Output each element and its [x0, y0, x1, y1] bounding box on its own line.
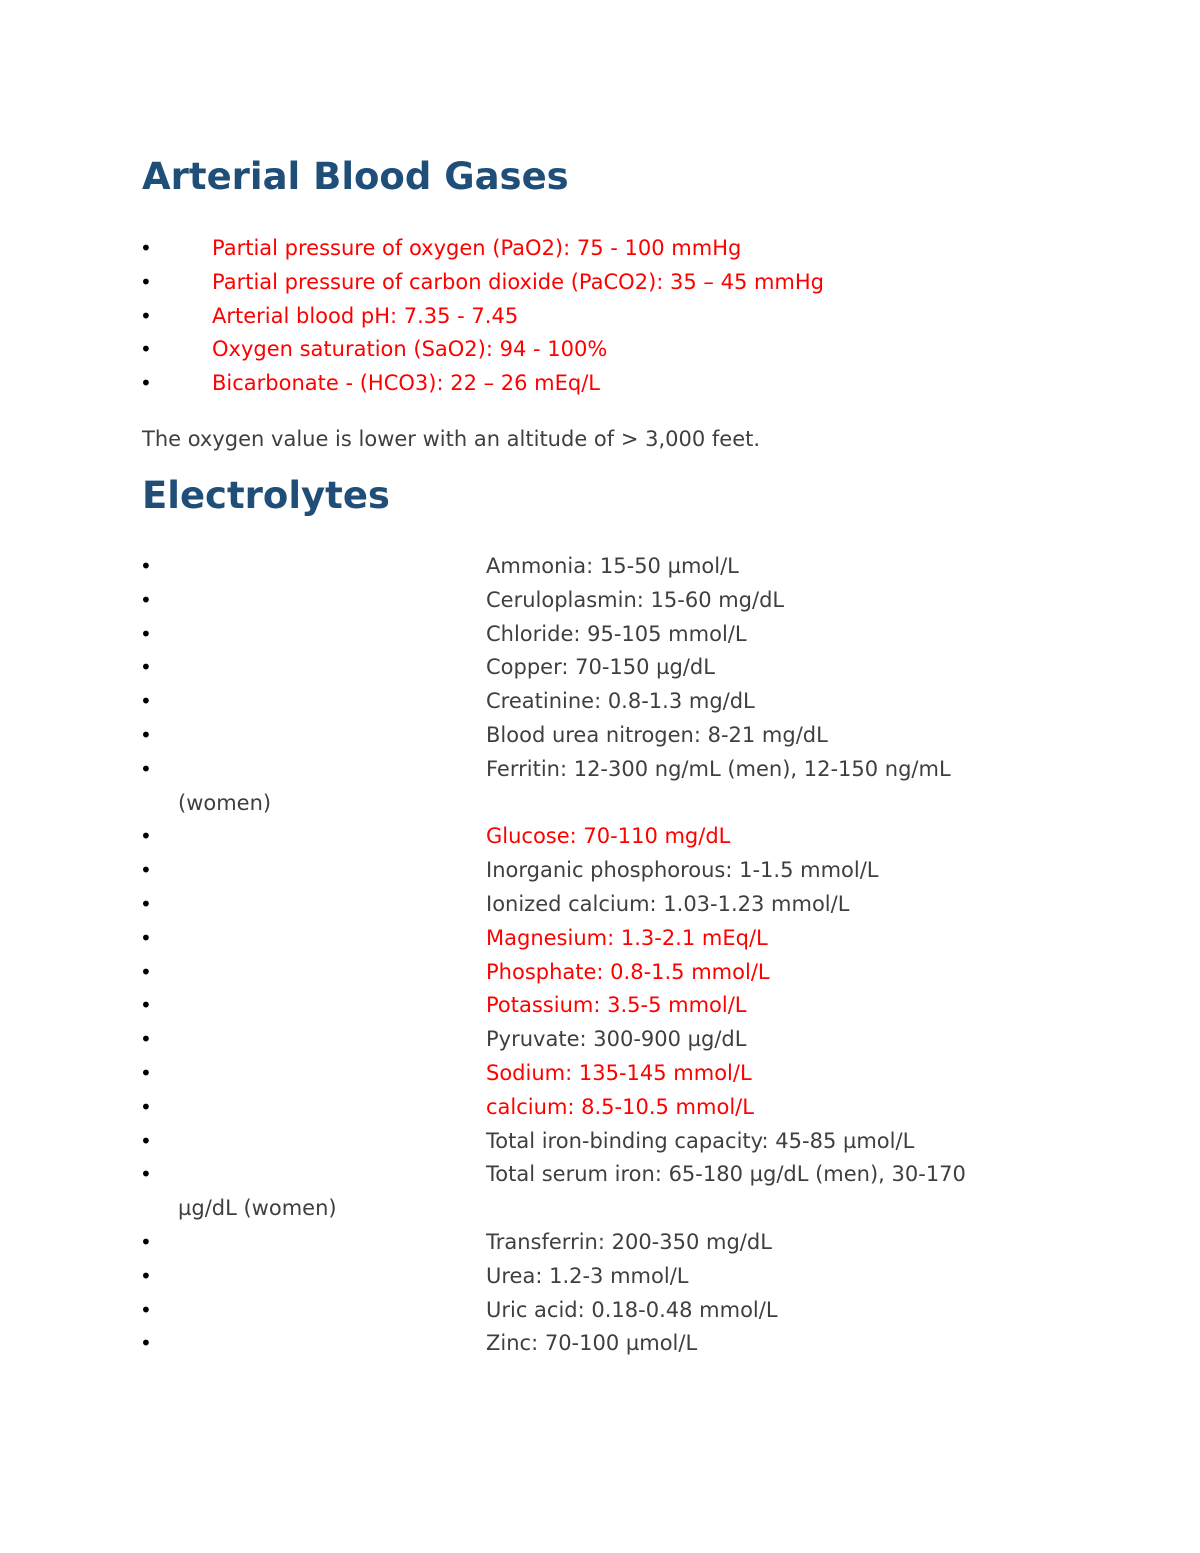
bullet-icon: •: [140, 756, 152, 781]
list-item-text: Magnesium: 1.3-2.1 mEq/L: [486, 925, 768, 950]
list-item-text: Bicarbonate - (HCO3): 22 – 26 mEq/L: [212, 371, 601, 396]
bullet-icon: •: [140, 1331, 152, 1356]
heading-electrolytes: Electrolytes: [142, 474, 390, 517]
list-item-text: Glucose: 70-110 mg/dL: [486, 824, 731, 849]
bullet-icon: •: [140, 554, 152, 578]
list-item-text: calcium: 8.5-10.5 mmol/L: [486, 1094, 754, 1119]
heading-arterial-blood-gases: Arterial Blood Gases: [142, 155, 569, 198]
bullet-icon: •: [140, 891, 152, 916]
list-item-text: Sodium: 135-145 mmol/L: [486, 1060, 752, 1085]
list-item-text: Urea: 1.2-3 mmol/L: [486, 1263, 689, 1288]
bullet-icon: •: [140, 824, 152, 849]
bullet-icon: •: [140, 689, 152, 714]
list-item-text: Zinc: 70-100 µmol/L: [486, 1331, 698, 1356]
bullet-icon: •: [140, 1263, 152, 1288]
list-item-text: Partial pressure of oxygen (PaO2): 75 - 100 mmHg: [212, 236, 742, 260]
bullet-icon: •: [140, 269, 152, 294]
list-item-text: Uric acid: 0.18-0.48 mmol/L: [486, 1297, 778, 1322]
bullet-icon: •: [140, 1128, 152, 1153]
bullet-icon: •: [140, 655, 152, 680]
list-item-text: Potassium: 3.5-5 mmol/L: [486, 993, 747, 1018]
bullet-icon: •: [140, 337, 152, 362]
bullet-icon: •: [140, 858, 152, 883]
bullet-icon: •: [140, 1027, 152, 1052]
bullet-icon: •: [140, 722, 152, 747]
bullet-icon: •: [140, 236, 152, 260]
list-item-text: Ceruloplasmin: 15-60 mg/dL: [486, 587, 785, 612]
altitude-note: The oxygen value is lower with an altitude of > 3,000 feet.: [142, 427, 761, 451]
list-item-text: Ferritin: 12-300 ng/mL (men), 12-150 ng/mL: [486, 756, 951, 781]
bullet-icon: •: [140, 993, 152, 1018]
list-item-text: Oxygen saturation (SaO2): 94 - 100%: [212, 337, 608, 362]
list-item-text: Ammonia: 15-50 µmol/L: [486, 554, 739, 578]
list-item-text: Phosphate: 0.8-1.5 mmol/L: [486, 959, 770, 984]
bullet-icon: •: [140, 1229, 152, 1254]
list-item-continuation: µg/dL (women): [178, 1196, 337, 1221]
list-item-text: Total iron-binding capacity: 45-85 µmol/L: [486, 1128, 915, 1153]
bullet-icon: •: [140, 303, 152, 328]
bullet-icon: •: [140, 1162, 152, 1187]
list-item-text: Copper: 70-150 µg/dL: [486, 655, 715, 680]
list-item-text: Ionized calcium: 1.03-1.23 mmol/L: [486, 891, 850, 916]
list-item-text: Inorganic phosphorous: 1-1.5 mmol/L: [486, 858, 879, 883]
list-item-text: Blood urea nitrogen: 8-21 mg/dL: [486, 722, 828, 747]
bullet-icon: •: [140, 959, 152, 984]
list-item-text: Transferrin: 200-350 mg/dL: [486, 1229, 772, 1254]
bullet-icon: •: [140, 587, 152, 612]
list-item-text: Partial pressure of carbon dioxide (PaCO2): 35 – 45 mmHg: [212, 269, 825, 294]
bullet-icon: •: [140, 1297, 152, 1322]
bullet-icon: •: [140, 371, 152, 396]
bullet-icon: •: [140, 1060, 152, 1085]
list-item-continuation: (women): [178, 790, 272, 815]
bullet-icon: •: [140, 925, 152, 950]
list-item-text: Total serum iron: 65-180 µg/dL (men), 30-170: [486, 1162, 966, 1187]
list-item-text: Arterial blood pH: 7.35 - 7.45: [212, 303, 519, 328]
list-item-text: Creatinine: 0.8-1.3 mg/dL: [486, 689, 755, 714]
list-item-text: Pyruvate: 300-900 µg/dL: [486, 1027, 747, 1052]
bullet-icon: •: [140, 1094, 152, 1119]
list-item-text: Chloride: 95-105 mmol/L: [486, 621, 747, 646]
bullet-icon: •: [140, 621, 152, 646]
